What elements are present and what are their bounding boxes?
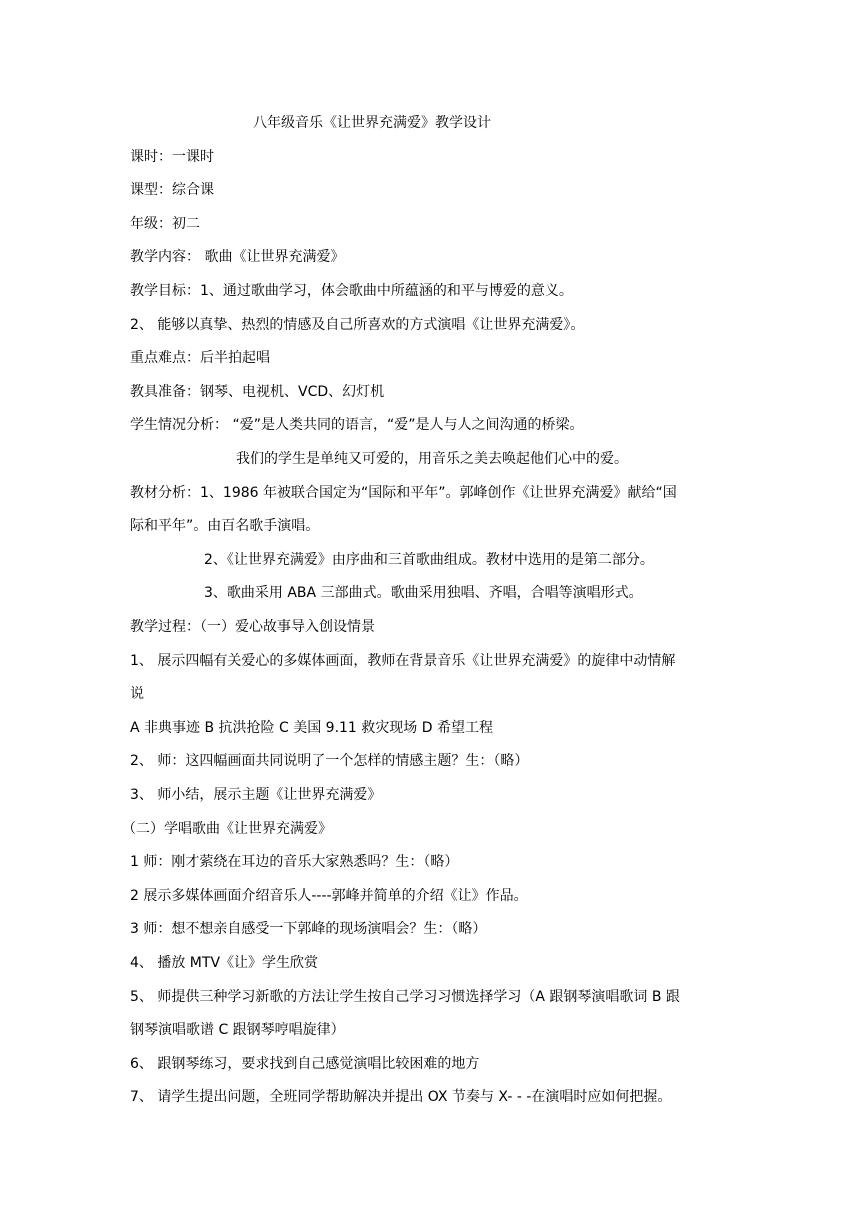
material-analysis-line-4: 3、歌曲采用 ABA 三部曲式。歌曲采用独唱、齐唱，合唱等演唱形式。 [204,585,643,601]
content-line: 教学内容： 歌曲《让世界充满爱》 [130,249,345,265]
process-step-3: 3、 师小结，展示主题《让世界充满爱》 [130,787,382,803]
learn-step-2: 2 展示多媒体画面介绍音乐人----郭峰并简单的介绍《让》作品。 [130,888,528,904]
material-analysis-line-3: 2、《让世界充满爱》由序曲和三首歌曲组成。教材中选用的是第二部分。 [204,552,654,568]
lesson-type-line: 课型：综合课 [130,182,214,198]
lesson-hours-line: 课时：一课时 [130,149,214,165]
objective-line-2: 2、 能够以真挚、热烈的情感及自己所喜欢的方式演唱《让世界充满爱》。 [130,317,585,333]
material-analysis-line-1: 教材分析：1、1986 年被联合国定为“国际和平年”。郭峰创作《让世界充满爱》献给“国 [130,485,677,501]
process-examples-line: A 非典事迹 B 抗洪抢险 C 美国 9.11 救灾现场 D 希望工程 [130,720,493,736]
equipment-line: 教具准备：钢琴、电视机、VCD、幻灯机 [130,384,385,400]
process-heading-1: 教学过程：（一）爱心故事导入创设情景 [130,619,375,635]
learn-step-1: 1 师：刚才萦绕在耳边的音乐大家熟悉吗？生：（略） [130,854,459,870]
process-heading-2: （二）学唱歌曲《让世界充满爱》 [122,821,332,837]
process-step-2: 2、 师：这四幅画面共同说明了一个怎样的情感主题？生：（略） [130,753,529,769]
learn-step-6: 6、 跟钢琴练习，要求找到自己感觉演唱比较困难的地方 [130,1056,480,1072]
grade-line: 年级：初二 [130,216,200,232]
process-step-1-line-2: 说 [130,686,144,702]
key-difficulty-line: 重点难点：后半拍起唱 [130,350,270,366]
material-analysis-line-2: 际和平年”。由百名歌手演唱。 [130,518,320,534]
process-step-1-line-1: 1、 展示四幅有关爱心的多媒体画面，教师在背景音乐《让世界充满爱》的旋律中动情解 [130,653,676,669]
learn-step-7: 7、 请学生提出问题，全班同学帮助解决并提出 OX 节奏与 X- - -在演唱时应如何把握。 [130,1089,672,1105]
page-title: 八年级音乐《让世界充满爱》教学设计 [253,115,491,131]
learn-step-4: 4、 播放 MTV《让》学生欣赏 [130,955,319,971]
objective-line-1: 教学目标：1、通过歌曲学习，体会歌曲中所蕴涵的和平与博爱的意义。 [130,283,573,299]
student-analysis-line-2: 我们的学生是单纯又可爱的，用音乐之美去唤起他们心中的爱。 [236,451,628,467]
learn-step-3: 3 师：想不想亲自感受一下郭峰的现场演唱会？生：（略） [130,921,487,937]
student-analysis-line-1: 学生情况分析： “爱”是人类共同的语言，“爱”是人与人之间沟通的桥梁。 [130,417,584,433]
learn-step-5-line-2: 钢琴演唱歌谱 C 跟钢琴哼唱旋律） [130,1022,345,1038]
learn-step-5-line-1: 5、 师提供三种学习新歌的方法让学生按自己学习习惯选择学习（A 跟钢琴演唱歌词 B 跟 [130,989,680,1005]
